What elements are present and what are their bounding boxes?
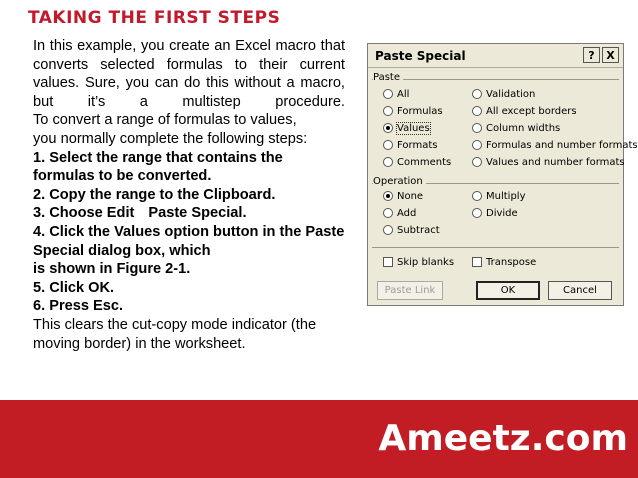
dialog-title: Paste Special [375,49,466,63]
radio-icon [383,140,393,150]
radio-formulas[interactable] [383,105,443,118]
radio-icon [472,123,482,133]
cancel-button[interactable]: Cancel [548,281,612,300]
radio-label: All [397,89,410,100]
closing-paragraph: This clears the cut-copy mode indicator (the moving border) in the worksheet. [33,316,317,352]
paste-link-button[interactable]: Paste Link [377,281,443,300]
radio-icon [472,89,482,99]
radio-formats[interactable] [383,139,437,152]
slide-title: TAKING THE FIRST STEPS [28,8,281,28]
dialog-title-bar [368,44,623,67]
radio-column-widths[interactable] [472,122,560,135]
title-separator [368,67,623,68]
radio-label: Values and number formats [486,157,625,168]
radio-label: Validation [486,89,536,100]
step-4: 4. Click the Values option button in the Paste Special dialog box, which [33,223,345,259]
radio-subtract[interactable] [383,224,440,237]
radio-label: Add [397,208,417,219]
radio-label: All except borders [486,106,577,117]
step-4-continued: is shown in Figure 2-1. [33,261,191,278]
radio-validation[interactable] [472,88,535,101]
radio-icon [383,225,393,235]
radio-formulas-and-number-formats[interactable] [472,139,638,152]
checkbox-transpose[interactable] [472,256,536,269]
radio-label: Values [397,123,430,134]
help-button[interactable]: ? [583,47,600,63]
radio-icon [472,191,482,201]
operation-group-label: Operation [373,176,426,187]
radio-label: Column widths [486,123,561,134]
checkbox-icon [383,257,393,267]
radio-label: Divide [486,208,518,219]
radio-selected-icon [383,123,393,133]
paste-special-dialog [367,43,638,306]
step-3 [33,204,345,223]
radio-icon [383,89,393,99]
checkbox-label: Skip blanks [397,257,455,268]
radio-icon [383,208,393,218]
radio-label: Subtract [397,225,440,236]
radio-multiply[interactable] [472,190,526,203]
radio-divide[interactable] [472,207,518,220]
step-2: 2. Copy the range to the Clipboard. [33,186,276,203]
radio-label: Formulas and number formats [486,140,638,151]
checkbox-separator [372,247,619,248]
step-5: 5. Click OK. [33,279,115,296]
radio-all-except-borders[interactable] [472,105,577,118]
radio-all[interactable] [383,88,409,101]
intro-paragraph: In this example, you create an Excel macro that converts selected formulas to their current values. Sure, you can do this without a macro, but it’s a multistep procedure. [33,38,345,110]
paste-group-label: Paste [373,72,403,83]
body-text [33,37,345,353]
step-6: 6. Press Esc. [33,298,124,315]
close-button[interactable]: X [602,47,619,63]
ok-button[interactable]: OK [476,281,540,300]
radio-label: Formulas [397,106,443,117]
radio-label: None [397,191,424,202]
radio-icon [383,106,393,116]
radio-none[interactable] [383,190,423,203]
checkbox-icon [472,257,482,267]
radio-icon [472,157,482,167]
radio-label: Formats [397,140,438,151]
radio-add[interactable] [383,207,416,220]
radio-icon [472,208,482,218]
radio-comments[interactable] [383,156,451,169]
step-3-part-b: Paste Special. [148,205,247,222]
convert-line-1: To convert a range of formulas to values, [33,112,297,129]
convert-line-2: you normally complete the following steps: [33,130,308,147]
radio-icon [472,106,482,116]
radio-label: Multiply [486,191,526,202]
paste-group-line [372,79,619,80]
radio-label: Comments [397,157,452,168]
step-3-part-a: 3. Choose Edit [33,205,135,222]
radio-selected-icon [383,191,393,201]
radio-values-and-number-formats[interactable] [472,156,625,169]
footer-banner [0,400,638,478]
checkbox-label: Transpose [486,257,537,268]
radio-icon [383,157,393,167]
radio-values[interactable] [383,122,430,135]
radio-icon [472,140,482,150]
checkbox-skip-blanks[interactable] [383,256,454,269]
step-1: 1. Select the range that contains the formulas to be converted. [33,149,283,185]
brand-logo-text: Ameetz.com [378,418,628,459]
